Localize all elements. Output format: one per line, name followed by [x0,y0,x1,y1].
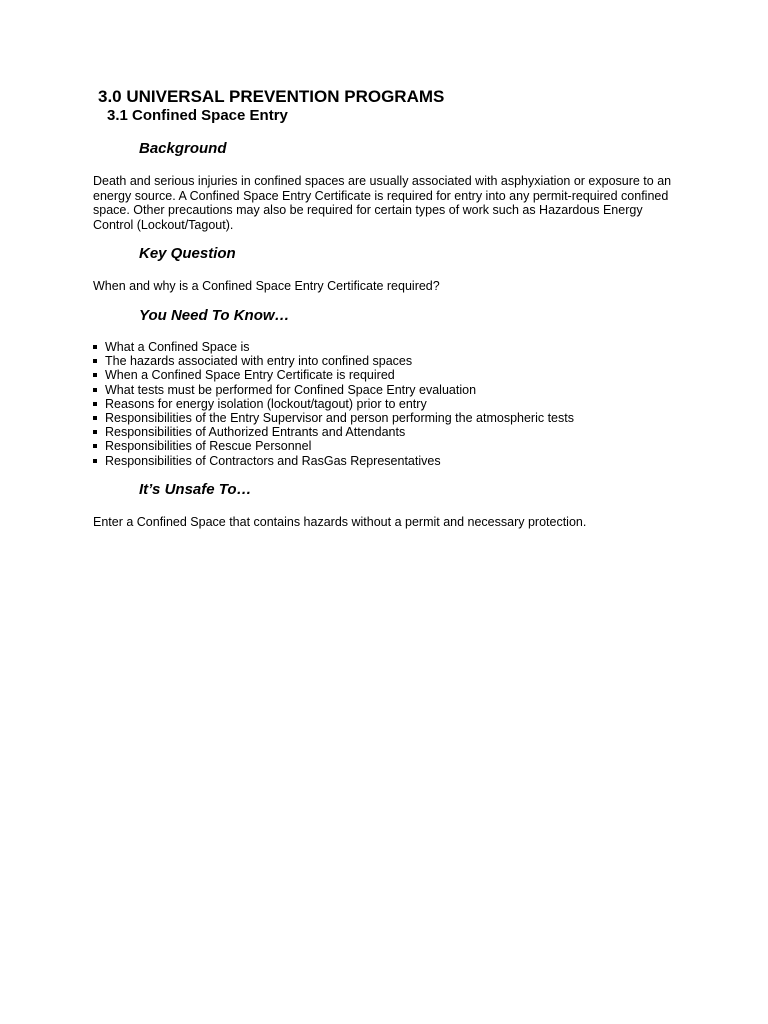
background-heading: Background [139,140,227,157]
list-item [93,411,574,425]
list-item-text: What a Confined Space is [105,340,250,354]
bullet-icon [93,430,97,434]
list-item-text: Responsibilities of the Entry Supervisor and person performing the atmospheric tests [105,411,574,426]
list-item-text: Responsibilities of Rescue Personnel [105,439,312,454]
list-item-text: When a Confined Space Entry Certificate is required [105,368,395,383]
list-item [93,439,574,453]
list-item [93,425,574,439]
list-item [93,454,574,468]
need-to-know-list [93,340,574,468]
list-item-text: Responsibilities of Authorized Entrants and Attendants [105,425,406,440]
key-question-heading: Key Question [139,245,236,262]
list-item [93,340,574,354]
need-to-know-heading: You Need To Know… [139,307,290,324]
unsafe-heading: It’s Unsafe To… [139,481,252,498]
bullet-icon [93,373,97,377]
section-title: 3.1 Confined Space Entry [107,107,288,124]
bullet-icon [93,359,97,363]
bullet-icon [93,416,97,420]
list-item-text: The hazards associated with entry into confined spaces [105,354,413,369]
bullet-icon [93,444,97,448]
list-item [93,383,574,397]
list-item [93,368,574,382]
bullet-icon [93,388,97,392]
list-item-text: Responsibilities of Contractors and RasGas Representatives [105,453,441,468]
unsafe-paragraph: Enter a Confined Space that contains hazards without a permit and necessary protection. [93,515,587,529]
list-item [93,397,574,411]
bullet-icon [93,345,97,349]
list-item-text: Reasons for energy isolation (lockout/tagout) prior to entry [105,396,427,411]
key-question-paragraph: When and why is a Confined Space Entry Certificate required? [93,279,440,293]
list-item-text: What tests must be performed for Confined Space Entry evaluation [105,382,477,397]
chapter-title: 3.0 UNIVERSAL PREVENTION PROGRAMS [98,87,445,106]
list-item [93,354,574,368]
bullet-icon [93,459,97,463]
bullet-icon [93,402,97,406]
background-paragraph: Death and serious injuries in confined spaces are usually associated with asphyxiation or exposure to an energy source. A Confined Space Entry Certificate is required for entry into any permit-required confined space. Other precautions may also be required for certain types of work such as Hazardous Energy Control (Lockout/Tagout). [93,174,672,232]
